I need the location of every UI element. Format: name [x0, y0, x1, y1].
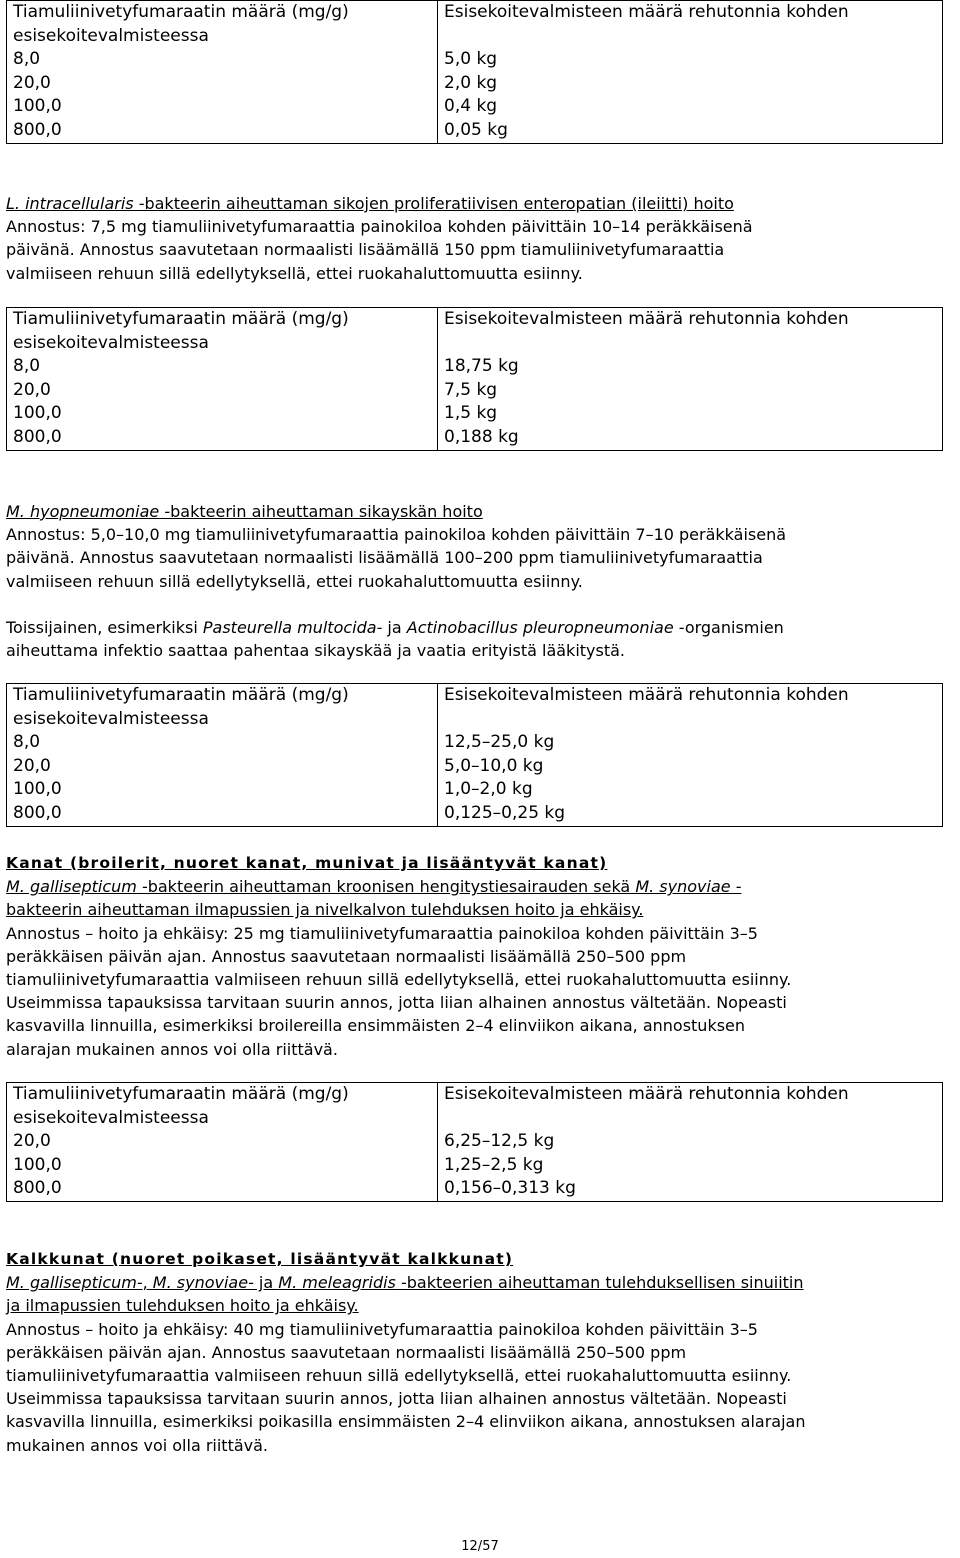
dose-table-4: Tiamuliinivetyfumaraatin määrä (mg/g) esisekoitevalmisteessa 20,0 100,0 800,0 Esisekoitevalmisteen määrä rehutonnia kohden 6,25–12,5 kg 1,25–2,5 kg 0,156–0,313 kg [6, 1082, 943, 1202]
page-number: 12/57 [461, 1539, 499, 1554]
dose-table-3: Tiamuliinivetyfumaraatin määrä (mg/g) esisekoitevalmisteessa 8,0 20,0 100,0 800,0 Esisekoitevalmisteen määrä rehutonnia kohden 12,5–25,0 kg 5,0–10,0 kg 1,0–2,0 kg 0,125–0,25 kg [6, 683, 943, 827]
text-line: valmiiseen rehuun sillä edellytyksellä, ettei ruokahaluttomuutta esiinny. [6, 263, 583, 283]
section-title: M. hyopneumoniae -bakteerin aiheuttaman sikayskän hoito [6, 502, 483, 521]
section-heading: Kalkkunat (nuoret poikaset, lisääntyvät kalkkunat) [6, 1250, 514, 1268]
dose-table-1 [6, 0, 943, 144]
table-header-col2: Esisekoitevalmisteen määrä rehutonnia kohden 5,0 kg 2,0 kg 0,4 kg 0,05 kg [438, 1, 943, 144]
text-line: Annostus: 7,5 mg tiamuliinivetyfumaraattia painokiloa kohden päivittäin 10–14 peräkkäisenä [6, 217, 753, 237]
section-hyopneumoniae: M. hyopneumoniae -bakteerin aiheuttaman sikayskän hoito Annostus: 5,0–10,0 mg tiamuliinivetyfumaraattia painokiloa kohden päivittäin 7–10 peräkkäisenä päivänä. Annostus saavutetaan normaalisti lisäämällä 100–200 ppm tiamuliinivetyfumaraattia valmiiseen rehuun sillä edellytyksellä, ettei ruokahaluttomuutta esiinny. Toissijainen, esimerkiksi Pasteurella multocida- ja Actinobacillus pleuropneumoniae -organismien aiheuttama infektio saattaa pahentaa sikayskää ja vaatia erityistä lääkitystä. [6, 500, 956, 662]
table-header-col1: Tiamuliinivetyfumaraatin määrä (mg/g) esisekoitevalmisteessa 8,0 20,0 100,0 800,0 [7, 1, 438, 144]
text-line: päivänä. Annostus saavutetaan normaalisti lisäämällä 150 ppm tiamuliinivetyfumaraattia [6, 240, 725, 260]
section-ileitis [6, 192, 956, 285]
section-turkeys: Kalkkunat (nuoret poikaset, lisääntyvät kalkkunat) M. gallisepticum-, M. synoviae- ja M. meleagridis -bakteerien aiheuttaman tulehduksellisen sinuiitin ja ilmapussien tulehduksen hoito ja ehkäisy. Annostus – hoito ja ehkäisy: 40 mg tiamuliinivetyfumaraattia painokiloa kohden päivittäin 3–5 peräkkäisen päivän ajan. Annostus saavutetaan normaalisti lisäämällä 250–500 ppm tiamuliinivetyfumaraattia valmiiseen rehuun sillä edellytyksellä, ettei ruokahaluttomuutta esiinny. Useimmissa tapauksissa tarvitaan suurin annos, jotta liian alhainen annostus vältetään. Nopeasti kasvavilla linnuilla, esimerkiksi poikasilla ensimmäisten 2–4 elinviikon aikana, annostuksen alarajan mukainen annos voi olla riittävä. [6, 1248, 960, 1457]
section-title: L. intracellularis -bakteerin aiheuttaman sikojen proliferatiivisen enteropatian (ileiitti) hoito [6, 194, 734, 213]
section-chickens: Kanat (broilerit, nuoret kanat, munivat ja lisääntyvät kanat) M. gallisepticum -bakteerin aiheuttaman kroonisen hengitystiesairauden sekä M. synoviae - bakteerin aiheuttaman ilmapussien ja nivelkalvon tulehduksen hoito ja ehkäisy. Annostus – hoito ja ehkäisy: 25 mg tiamuliinivetyfumaraattia painokiloa kohden päivittäin 3–5 peräkkäisen päivän ajan. Annostus saavutetaan normaalisti lisäämällä 250–500 ppm tiamuliinivetyfumaraattia valmiiseen rehuun sillä edellytyksellä, ettei ruokahaluttomuutta esiinny. Useimmissa tapauksissa tarvitaan suurin annos, jotta liian alhainen annostus vältetään. Nopeasti kasvavilla linnuilla, esimerkiksi broilereilla ensimmäisten 2–4 elinviikon aikana, annostuksen alarajan mukainen annos voi olla riittävä. [6, 852, 960, 1061]
section-heading: Kanat (broilerit, nuoret kanat, munivat ja lisääntyvät kanat) [6, 854, 608, 872]
dose-table-2: Tiamuliinivetyfumaraatin määrä (mg/g) esisekoitevalmisteessa 8,0 20,0 100,0 800,0 Esisekoitevalmisteen määrä rehutonnia kohden 18,75 kg 7,5 kg 1,5 kg 0,188 kg [6, 307, 943, 451]
